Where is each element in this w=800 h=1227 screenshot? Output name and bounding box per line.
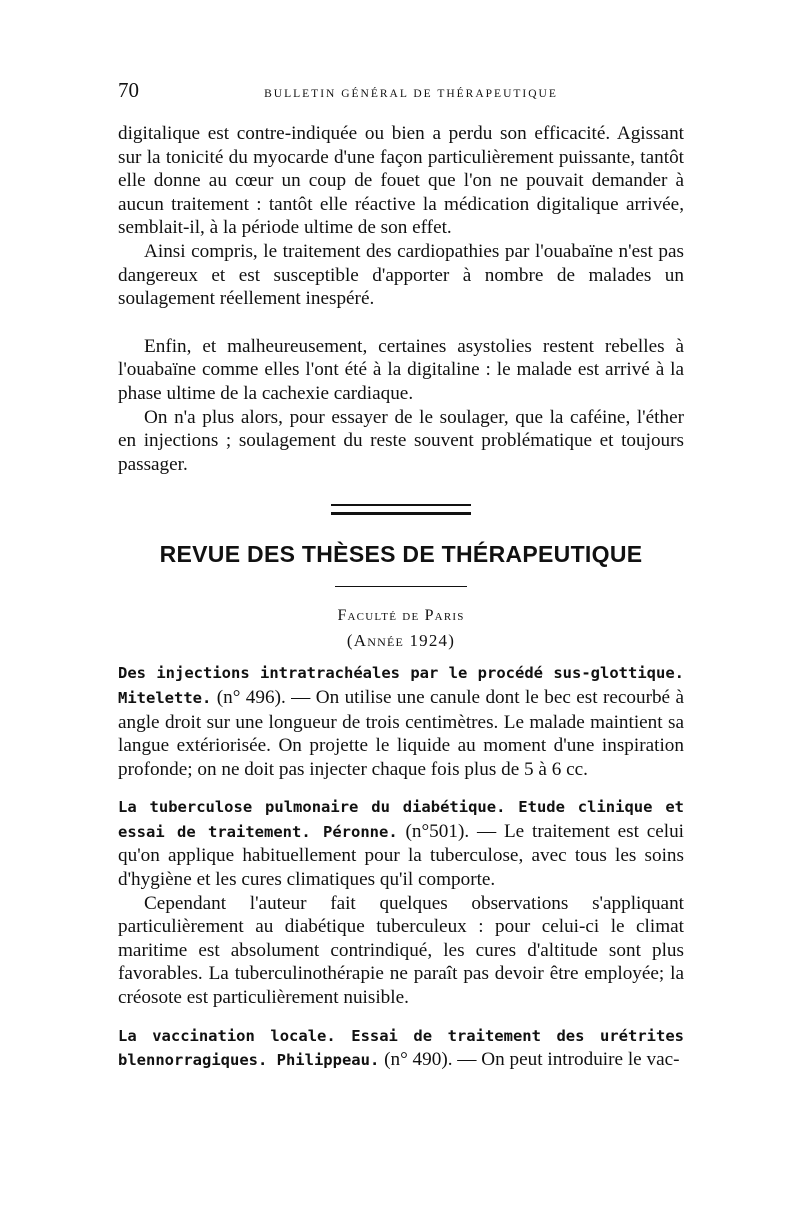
- thesis-entries: [118, 661, 684, 1073]
- title-underline: [335, 586, 467, 587]
- entry-text: (n°501). — Le traitement est celui qu'on applique habituellement pour la tuberculose, avec tous les soins d'hygiène et les cures climatiques qu'il comporte.: [118, 820, 685, 891]
- entry-text: (n° 496). — On utilise une canule dont le bec est recourbé à angle droit sur une longueur de trois centimètres. Le malade maintient sa langue extériorisée. On projette le liquide au moment d'une inspiration profonde; on ne doit pas injecter chaque fois plus de 5 à 6 cc.: [118, 686, 684, 780]
- running-title: BULLETIN GÉNÉRAL DE THÉRAPEUTIQUE: [264, 88, 558, 100]
- book-page: [118, 78, 684, 1087]
- double-rule-divider: [331, 504, 471, 515]
- paragraph: On n'a plus alors, pour essayer de le soulager, que la caféine, l'éther en injections ; soulagement du reste souvent problématique et toujours passager.: [118, 406, 684, 475]
- faculty-subtitle: Faculté de Paris: [337, 607, 465, 625]
- section-title: REVUE DES THÈSES DE THÉRAPEUTIQUE: [159, 541, 643, 568]
- entry-title: Des injections intratrachéales par le procédé sus-glottique. Mitelette.: [118, 664, 684, 707]
- thesis-entry: [118, 1024, 684, 1073]
- entry-continuation: Cependant l'auteur fait quelques observations s'appliquant particulièrement au diabétique tuberculeux : pour celui-ci le climat maritime est absolument contrindiqué, les cures d'altitude sont plus favorables. La tuberculinothérapie ne paraît pas devoir être employée; la créosote est particulièrement nuisible.: [118, 892, 684, 1009]
- year-subtitle: (Année 1924): [346, 631, 456, 651]
- paragraph: Enfin, et malheureusement, certaines asystolies restent rebelles à l'ouabaïne comme elles l'ont été à la digitaline : le malade est arrivé à la phase ultime de la cachexie cardiaque.: [118, 335, 684, 404]
- entry-title: La tuberculose pulmonaire du diabétique. Etude clinique et essai de traitement. Péronne.: [118, 798, 684, 841]
- page-number: 70: [118, 78, 139, 102]
- paragraph: digitalique est contre-indiquée ou bien a perdu son efficacité. Agissant sur la tonicité du myocarde d'une façon particulièrement puissante, tantôt elle donne au cœur un coup de fouet que l'on ne pouvait demander à aucun traitement : tantôt elle réactive la médication digitalique arrivée, semblait-il, à la période ultime de son effet.: [118, 123, 684, 239]
- paragraph: Ainsi compris, le traitement des cardiopathies par l'ouabaïne n'est pas dangereux et est susceptible d'apporter à nombre de malades un soulagement réellement inespéré.: [118, 240, 684, 310]
- entry-text: (n° 490). — On peut introduire le vac-: [379, 1049, 680, 1071]
- paragraph-gap: [118, 311, 684, 335]
- thesis-entry: [118, 795, 684, 1009]
- entry-title: La vaccination locale. Essai de traitement des urétrites blennorragiques. Philippeau.: [118, 1026, 684, 1070]
- running-head: [118, 78, 684, 102]
- thesis-entry: [118, 661, 684, 781]
- body-text: [118, 122, 684, 476]
